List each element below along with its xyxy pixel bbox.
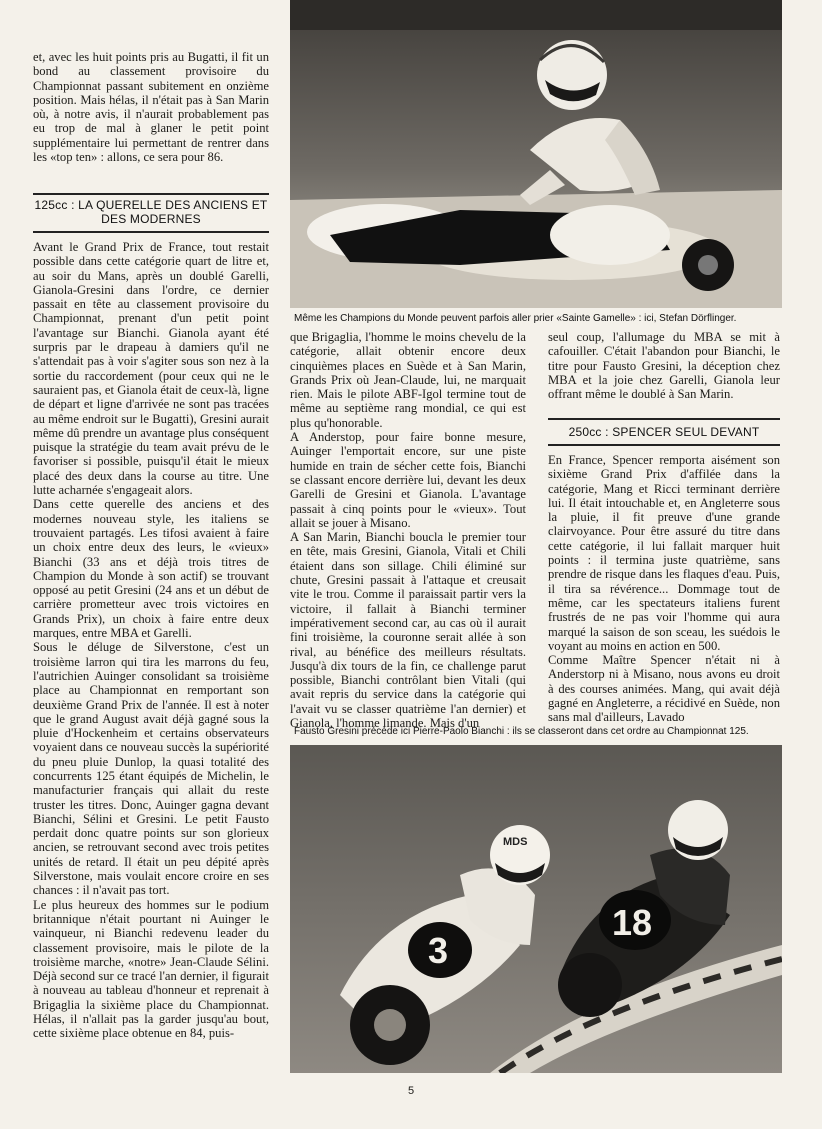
photo-illustration — [290, 745, 782, 1073]
section-title-125: 125cc : LA QUERELLE DES ANCIENS ET DES MODERNES — [34, 198, 268, 226]
photo-illustration — [290, 0, 782, 308]
section-title-250: 250cc : SPENCER SEUL DEVANT — [568, 425, 760, 439]
page-number: 5 — [407, 1085, 415, 1097]
paragraph: Comme Maître Spencer n'était ni à Anderstorp ni à Misano, nous avons eu droit à des courses animées. Mang, qui avait déjà gagné en Angleterre, a récidivé en Suède, non sans mal d'ailleurs, Lavado — [548, 653, 780, 725]
paragraph: En France, Spencer remporta aisément son sixième Grand Prix d'affilée dans la catégorie, Mang et Ricci terminant derrière lui. Il était intouchable et, en Angleterre sous la pluie, il fit preuve d'une grande clairvoyance. Pour être assuré du titre dans cette catégorie, il lui fallait marquer huit points : il termina juste quatrième, sans prendre de risque dans les flaques d'eau. Puis, il tira sa révérence... Dommage tout de même, car les spectateurs italiens furent frustrés de ne pas voir l'homme qui aura marqué la saison de son sceau, les suédois le voyant au moins en action en 500. — [548, 453, 780, 653]
paragraph: A San Marin, Bianchi boucla le premier tour en tête, mais Gresini, Gianola, Vitali et Chili étaient dans son sillage. Chili éliminé sur chute, Gresini passait à l'attaque et creusait vite le trou. Comme il paraissait partir vers la victoire, il fallait à Bianchi terminer impérativement second car, au cas où il aurait fini troisième, la couronne serait allée à son rival, au bénéfice des meilleurs résultats. Jusqu'à dix tours de la fin, ce challenge parut possible, Bianchi contrôlant bien Vitali (qui avait repris du service dans la catégorie qui l'avait vu se classer quatrième l'an dernier) et Gianola, l'homme limande. Mais d'un — [290, 530, 526, 731]
column-3-body — [548, 453, 780, 725]
section-rule — [548, 418, 780, 420]
paragraph: Avant le Grand Prix de France, tout restait possible dans cette catégorie quart de litre et, au soir du Mans, après un doublé Garelli, Gianola-Gresini dans l'ordre, ce dernier passait en tête au classement provisoire du Championnat, prenant d'un petit point l'avantage sur Bianchi. Gianola ayant été surpris par le drapeau à damiers qu'il ne s'attendait pas à voir s'agiter sous son nez à la sortie du raccordement (pour ceux qui ne le sauraient pas, et Gianola était de ceux-là, ligne de départ et ligne d'arrivée ne sont pas tracées au même endroit sur le Bugatti), Gresini aurait même dû prendre un avantage plus conséquent puisque la stratégie du team avait prévu de le favoriser si possible, puisqu'il était le mieux placé des deux dans la course au titre. Une lutte acharnée s'engageait alors. — [33, 240, 269, 498]
photo-racing-bikes — [290, 745, 782, 1073]
paragraph: A Anderstop, pour faire bonne mesure, Auinger l'emportait encore, sur une piste humide en train de sécher cette fois, Bianchi se classant encore derrière lui, devant les deux Garelli de Gresini et Gianola. L'avantage passait à cinq points pour le «vieux». Tout allait se jouer à Misano. — [290, 430, 526, 530]
paragraph: Sous le déluge de Silverstone, c'est un troisième larron qui tira les marrons du feu, l'autrichien Auinger consolidant sa troisième place au Championnat en remportant son deuxième Grand Prix de l'année. Il est à noter que le grand August avait déjà gagné sous la pluie d'Hockenheim et certains observateurs voyaient dans ce nouveau succès la supériorité du pneu pluie Dunlop, la quasi totalité des concurrents 125 étant équipés de Michelin, le manufacturier français qui allait du reste truster les titres. Donc, Auinger gagna devant Bianchi, Sélini et Gresini. Le petit Fausto perdait donc quatre points sur son glorieux ancien, se retrouvant second avec trois petites unités de retard. Il était un peu dépité après Silverstone, mais voulait encore croire en ses chances : il n'avait pas tort. — [33, 640, 269, 898]
paragraph: Le plus heureux des hommes sur le podium britannique n'était pourtant ni Auinger le vainqueur, ni Bianchi redevenu leader du classement provisoire, mais le pilote de la troisième marche, «notre» Jean-Claude Sélini. Déjà second sur ce tracé l'an dernier, il figurait à nouveau au tableau d'honneur et reprenait à Brigaglia la sixième place du Championnat. Hélas, il n'allait pas la garder jusqu'au bout, cette sixième place obtenue en 84, puis- — [33, 897, 269, 1041]
column-1 — [33, 50, 269, 164]
paragraph: que Brigaglia, l'homme le moins chevelu de la catégorie, allait obtenir encore deux cinquièmes places en Suède et à San Marin, Grands Prix où Jean-Claude, lui, ne marquait rien. Mais le pilote ABF-Igol termine tout de même au septième rang mondial, ce qui est plus qu'honorable. — [290, 330, 526, 430]
rider-number: 3 — [428, 930, 449, 971]
column-2 — [290, 330, 526, 730]
section-rule — [548, 444, 780, 446]
section-rule — [33, 193, 269, 195]
photo-crashed-rider — [290, 0, 782, 308]
intro-paragraph: et, avec les huit points pris au Bugatti, il fit un bond au classement provisoire du Championnat passant subitement en onzième position. Mais hélas, il n'était pas à San Marin où, à notre avis, il n'aurait probablement pas eu trop de mal à glaner le petit point supplémentaire lui permettant de rentrer dans les «top ten» : allons, ce sera pour 86. — [33, 50, 269, 165]
paragraph: seul coup, l'allumage du MBA se mit à cafouiller. C'était l'abandon pour Bianchi, le titre pour Fausto Gresini, la déception chez MBA et la joie chez Garelli, Gianola leur offrant même le doublé à San Marin. — [548, 330, 780, 402]
photo-caption-top: Même les Champions du Monde peuvent parfois aller prier «Sainte Gamelle» : ici, Stefan Dörflinger. — [294, 313, 737, 324]
column-3 — [548, 330, 780, 401]
rider-number: 18 — [612, 902, 653, 943]
paragraph: Dans cette querelle des anciens et des modernes nouveau style, les italiens se trouvaient partagés. Les tifosi avaient à faire un choix entre deux des leurs, le «vieux» Bianchi (33 ans et déjà trois titres de Champion du Monde à son actif) se trouvant opposé au petit Gresini (24 ans et un début de carrière prometteur avec trois victoires en Grands Prix), un choix à faire entre deux marques, entre MBA et Garelli. — [33, 497, 269, 641]
photo-caption-bottom: Fausto Gresini précède ici Pierre-Paolo Bianchi : ils se classeront dans cet ordre au Championnat 125. — [294, 726, 749, 737]
column-1-body — [33, 240, 269, 1041]
section-rule — [33, 231, 269, 233]
helmet-text: MDS — [503, 836, 528, 848]
